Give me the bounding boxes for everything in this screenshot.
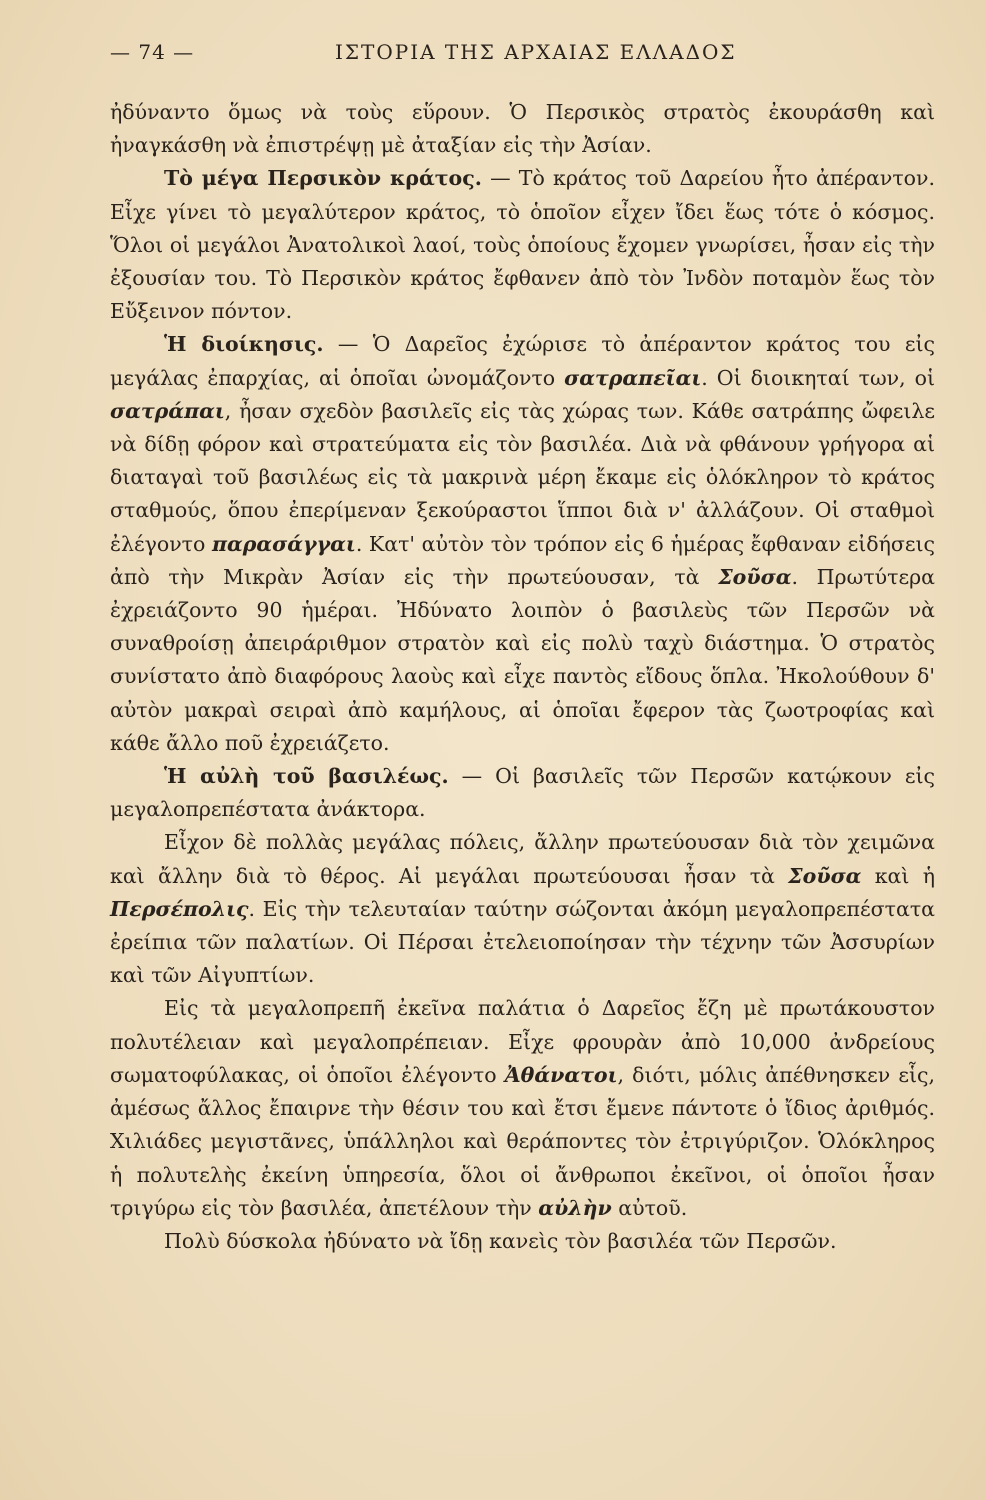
- section-heading: Ἡ αὐλὴ τοῦ βασιλέως.: [164, 764, 449, 789]
- term-susa: Σοῦσα: [788, 863, 862, 888]
- page-number: — 74 —: [110, 40, 195, 64]
- paragraph-palaces: [110, 992, 935, 1224]
- page-body: [110, 96, 935, 1258]
- section-heading: Ἡ διοίκησις.: [164, 332, 324, 357]
- running-title: ΙΣΤΟΡΙΑ ΤΗΣ ΑΡΧΑΙΑΣ ΕΛΛΑΔΟΣ: [335, 40, 737, 64]
- paragraph-capitals: [110, 826, 935, 992]
- paragraph-text: αὐτοῦ.: [611, 1195, 688, 1220]
- running-header: [110, 38, 940, 68]
- term-satraps: σατράπαι: [110, 398, 225, 423]
- paragraph-text: , διότι, μόλις ἀπέθνησκεν εἷς, ἀμέσως ἄλλος ἔπαιρνε τὴν θέσιν του καὶ ἔτσι ἔμενε πάντοτε ὁ ἴδιος ἀριθμός. Χιλιάδες μεγιστᾶνες, ὑπάλληλοι καὶ θεράποντες τὸν ἐτριγύριζον. Ὁλόκληρος ἡ πολυτελὴς ἐκείνη ὑπηρεσία, ὅλοι οἱ ἄνθρωποι ἐκεῖνοι, οἱ ὁποῖοι ἦσαν τριγύρω εἰς τὸν βασιλέα, ἀπετέλουν τὴν: [110, 1062, 935, 1220]
- term-susa: Σοῦσα: [718, 564, 792, 589]
- section-text: — Τὸ κράτος τοῦ Δαρείου ἦτο ἀπέραντον. Εἶχε γίνει τὸ μεγαλύτερον κράτος, τὸ ὁποῖον εἶχεν ἴδει ἕως τότε ὁ κόσμος. Ὅλοι οἱ μεγάλοι Ἀνατολικοὶ λαοί, τοὺς ὁποίους ἔχομεν γνωρίσει, ἦσαν εἰς τὴν ἐξουσίαν του. Τὸ Περσικὸν κράτος ἔφθανεν ἀπὸ τὸν Ἰνδὸν ποταμὸν ἕως τὸν Εὔξεινον πόντον.: [110, 166, 935, 324]
- term-court: αὐλὴν: [538, 1195, 612, 1220]
- paragraph-final: Πολὺ δύσκολα ἠδύνατο νὰ ἴδῃ κανεὶς τὸν βασιλέα τῶν Περσῶν.: [164, 1228, 837, 1253]
- paragraph-text: . Εἰς τὴν τελευταίαν ταύτην σώζονται ἀκόμη μεγαλοπρεπέστατα ἐρείπια τῶν παλατίων. Οἱ Πέρσαι ἐτελειοποίησαν τὴν τέχνην τῶν Ἀσσυρίων καὶ τῶν Αἰγυπτίων.: [110, 896, 935, 988]
- term-parasangs: παρασάγγαι: [211, 531, 356, 556]
- paragraph-persian-retreat: ἠδύναντο ὅμως νὰ τοὺς εὕρουν. Ὁ Περσικὸς στρατὸς ἐκουράσθη καὶ ἠναγκάσθη νὰ ἐπιστρέψῃ μὲ ἀταξίαν εἰς τὴν Ἀσίαν.: [110, 100, 935, 158]
- section-administration: [110, 328, 935, 760]
- term-satrapies: σατραπεῖαι: [564, 365, 702, 390]
- section-text: . Πρωτύτερα ἐχρειάζοντο 90 ἡμέραι. Ἠδύνατο λοιπὸν ὁ βασιλεὺς τῶν Περσῶν νὰ συναθροίσῃ ἀπειράριθμον στρατὸν καὶ εἰς πολὺ ταχὺ διάστημα. Ὁ στρατὸς συνίστατο ἀπὸ διαφόρους λαοὺς καὶ εἶχε παντὸς εἴδους ὅπλα. Ἠκολούθουν δ' αὐτὸν μακραὶ σειραὶ ἀπὸ καμήλους, αἱ ὁποῖαι ἔφερον τὰς ζωοτροφίας καὶ κάθε ἄλλο ποῦ ἐχρειάζετο.: [110, 564, 935, 755]
- section-text: . Κατ' αὐτὸν τὸν τρόπον εἰς 6 ἡμέρας ἔφθαναν εἰδήσεις ἀπὸ τὴν Μικρὰν Ἀσίαν εἰς τὴν πρωτεύουσαν, τὰ: [110, 531, 936, 589]
- paragraph-text: Εἰς τὰ μεγαλοπρεπῆ ἐκεῖνα παλάτια ὁ Δαρεῖος ἔζη μὲ πρωτάκουστον πολυτέλειαν καὶ μεγαλοπρέπειαν. Εἶχε φρουρὰν ἀπὸ 10,000 ἀνδρείους σωματοφύλακας, οἱ ὁποῖοι ἐλέγοντο: [110, 996, 935, 1087]
- section-royal-court: [110, 760, 935, 826]
- section-heading: Τὸ μέγα Περσικὸν κράτος.: [164, 166, 482, 191]
- section-text: — Ὁ Δαρεῖος ἐχώρισε τὸ ἀπέραντον κράτος του εἰς μεγάλας ἐπαρχίας, αἱ ὁποῖαι ὠνομάζοντο: [110, 332, 935, 390]
- section-text: . Οἱ διοικηταί των, οἱ: [701, 365, 935, 390]
- section-text: , ἦσαν σχεδὸν βασιλεῖς εἰς τὰς χώρας των. Κάθε σατράπης ὤφειλε νὰ δίδῃ φόρον καὶ στρατεύματα εἰς τὸν βασιλέα. Διὰ νὰ φθάνουν γρήγορα αἱ διαταγαὶ τοῦ βασιλέως εἰς τὰ μακρινὰ μέρη ἔκαμε εἰς ὁλόκληρον τὸ κράτος σταθμούς, ὅπου ἐπερίμεναν ξεκούραστοι ἵπποι διὰ ν' ἀλλάζουν. Οἱ σταθμοὶ ἐλέγοντο: [110, 398, 935, 556]
- paragraph-text: Εἶχον δὲ πολλὰς μεγάλας πόλεις, ἄλλην πρωτεύουσαν διὰ τὸν χειμῶνα καὶ ἄλλην διὰ τὸ θέρος. Αἱ μεγάλαι πρωτεύουσαι ἦσαν τὰ: [110, 830, 935, 888]
- term-persepolis: Περσέπολις: [110, 896, 249, 921]
- term-immortals: Ἀθάνατοι: [504, 1062, 618, 1087]
- section-persian-empire: [110, 162, 935, 328]
- paragraph-text: καὶ ἡ: [861, 863, 935, 888]
- section-text: — Οἱ βασιλεῖς τῶν Περσῶν κατῴκουν εἰς μεγαλοπρεπέστατα ἀνάκτορα.: [110, 764, 935, 822]
